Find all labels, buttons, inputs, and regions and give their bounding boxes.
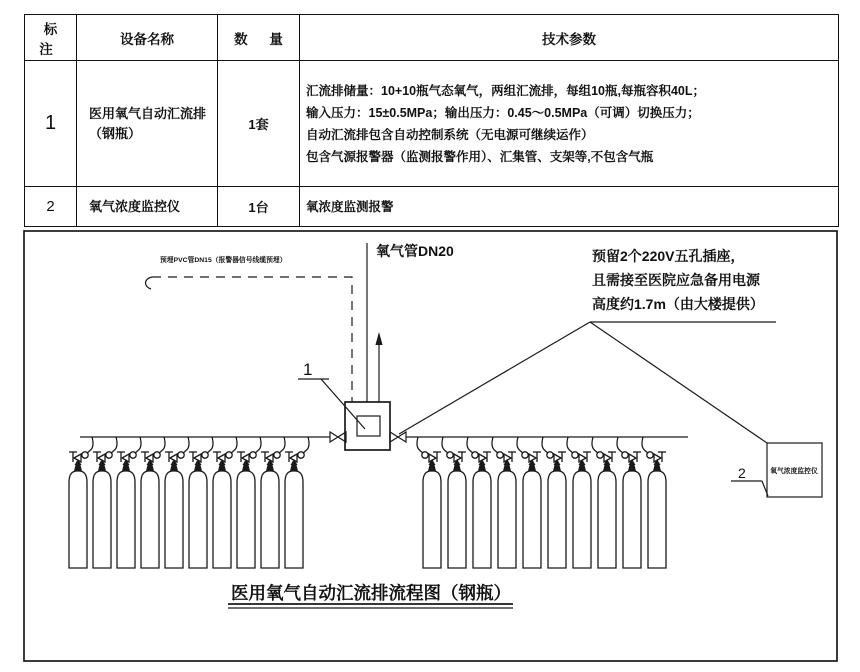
socket-note-line1: 预留2个220V五孔插座， [592,248,745,264]
flow-arrow-head [375,332,382,345]
header-quantity: 数 量 [218,15,300,61]
row1-device-name: 医用氧气自动汇流排 （钢瓶） [77,61,218,187]
manifold-box-inner [357,416,380,436]
left-header-valve-icon [330,432,346,442]
oxygen-pipe-label: 氧气管DN20 [376,243,454,259]
conduit-label: 预埋PVC管DN15（报警器信号线缆预埋） [160,257,287,264]
oxygen-cylinder [442,437,466,568]
oxygen-cylinder [285,437,309,568]
oxygen-cylinder [617,437,641,568]
row2-tech-params: 氧浓度监测报警 [300,187,839,227]
table-header-row [25,15,839,61]
oxygen-cylinder [492,437,516,568]
equipment-table [24,14,839,227]
conduit-hook [146,277,153,289]
note-leader-left [399,322,590,434]
table-row [25,187,839,227]
oxygen-cylinder [189,437,213,568]
oxygen-cylinder [69,437,93,568]
header-tech-params: 技术参数 [300,15,839,61]
oxygen-cylinder [467,437,491,568]
oxygen-cylinder [117,437,141,568]
row2-quantity: 1台 [218,187,300,227]
pvc-conduit-dashed-line [152,277,352,402]
oxygen-cylinder [642,437,666,568]
oxygen-cylinder [141,437,165,568]
manifold-box-outer [345,402,390,450]
row1-tech-params: 汇流排储量：10+10瓶气态氧气，两组汇流排，每组10瓶,每瓶容积40L； 输入压力：15±0.5MPa；输出压力：0.45～0.5MPa（可调）切换压力； 自动汇流排包含自动控制系统（无电源可继续运作） 包含气源报警器（监测报警作用）、汇集管、支架等,不包含气瓶 [300,61,839,187]
oxygen-cylinder [567,437,591,568]
oxygen-cylinder [237,437,261,568]
oxygen-cylinder [417,437,441,568]
table-row [25,61,839,187]
right-header-valve-icon [390,432,406,442]
row2-device-name: 氧气浓度监控仪 [77,187,218,227]
header-mark: 标 注 [25,15,77,61]
row1-quantity: 1套 [218,61,300,187]
oxygen-cylinder [93,437,117,568]
flow-diagram [0,228,860,672]
callout-2-label: 2 [738,465,746,481]
socket-note-line3: 高度约1.7m（由大楼提供） [592,296,764,312]
oxygen-cylinder [213,437,237,568]
diagram-title: 医用氧气自动汇流排流程图（钢瓶） [231,583,511,603]
monitor-box-label: 氧气浓度监控仪 [770,468,818,475]
cylinder-group-right [417,437,666,568]
cylinder-group-left [69,437,309,568]
header-device-name: 设备名称 [77,15,218,61]
oxygen-cylinder [517,437,541,568]
socket-note-line2: 且需接至医院应急备用电源 [592,272,760,288]
callout-1-label: 1 [303,360,313,379]
note-leader-right [590,322,767,443]
row1-mark: 1 [25,61,77,187]
oxygen-cylinder [542,437,566,568]
oxygen-cylinder [261,437,285,568]
oxygen-cylinder [592,437,616,568]
row2-mark: 2 [25,187,77,227]
callout-1-leader [321,379,365,429]
oxygen-cylinder [165,437,189,568]
